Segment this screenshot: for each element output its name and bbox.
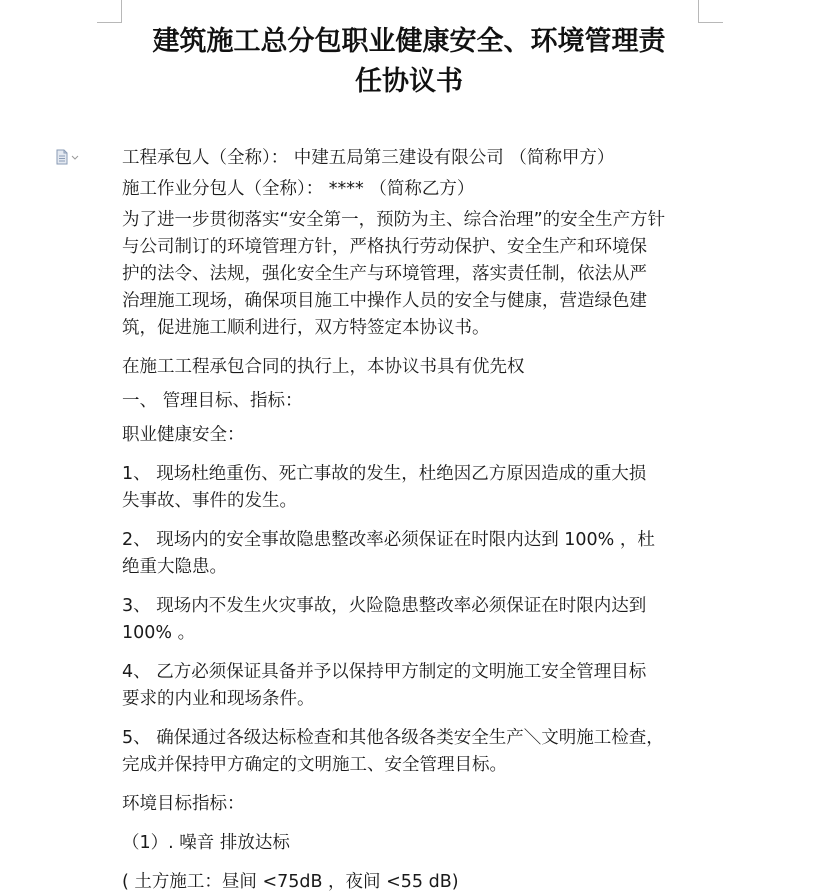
list-item-3: 3、 现场内不发生火灾事故，火险隐患整改率必须保证在时限内达到 100% 。 xyxy=(122,596,647,643)
ohs-heading: 职业健康安全： xyxy=(122,425,245,445)
document-title xyxy=(120,22,698,102)
intro-line: 护的法令、法规，强化安全生产与环境管理，落实责任制，依法从严 xyxy=(122,264,647,284)
priority-paragraph: 在施工工程承包合同的执行上，本协议书具有优先权 xyxy=(122,357,525,377)
env-heading: 环境目标指标： xyxy=(122,794,245,814)
list-item-4: 4、 乙方必须保证具备并予以保持甲方制定的文明施工安全管理目标 要求的内业和现场条件。 xyxy=(122,662,647,709)
list-item-2: 2、 现场内的安全事故隐患整改率必须保证在时限内达到 100% ，杜 绝重大隐患。 xyxy=(122,530,655,577)
page-corner-mark-left xyxy=(97,0,122,23)
contractor-line: 工程承包人（全称）： 中建五局第三建设有限公司 （简称甲方） xyxy=(122,148,615,168)
document-title-line-2: 任协议书 xyxy=(355,66,463,97)
intro-line: 为了进一步贯彻落实“安全第一，预防为主、综合治理”的安全生产方针 xyxy=(122,210,666,230)
noise-heading: （1）. 噪音 排放达标 xyxy=(122,833,290,853)
list-item-5: 5、 确保通过各级达标检查和其他各级各类安全生产＼文明施工检查， 完成并保持甲方确定的文明施工、安全管理目标。 xyxy=(122,728,664,775)
section-heading-management-goals: 一、 管理目标、指标： xyxy=(122,391,303,411)
subcontractor-line: 施工作业分包人（全称）： **** （简称乙方） xyxy=(122,179,475,199)
earthwork-noise-limits: ( 土方施工：昼间 <75dB ，夜间 <55 dB) xyxy=(122,872,459,892)
intro-line: 治理施工现场，确保项目施工中操作人员的安全与健康，营造绿色建 xyxy=(122,291,647,311)
list-item-1: 1、 现场杜绝重伤、死亡事故的发生，杜绝因乙方原因造成的重大损 失事故、事件的发生。 xyxy=(122,464,647,511)
intro-line: 筑，促进施工顺利进行，双方特签定本协议书。 xyxy=(122,318,490,338)
document-title-line-1: 建筑施工总分包职业健康安全、环境管理责 xyxy=(152,26,666,57)
document-icon[interactable] xyxy=(56,149,84,165)
page-corner-mark-right xyxy=(698,0,723,23)
intro-paragraph xyxy=(122,207,702,342)
document-body xyxy=(122,145,702,896)
intro-line: 与公司制订的环境管理方针，严格执行劳动保护、安全生产和环境保 xyxy=(122,237,647,257)
